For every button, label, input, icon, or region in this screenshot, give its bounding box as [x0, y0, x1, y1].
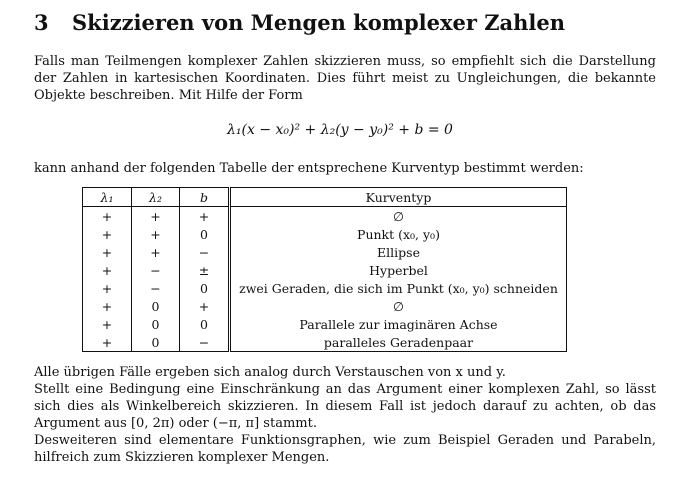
cell-lambda2: 0 — [132, 297, 180, 315]
closing-line-argument: Stellt eine Bedingung eine Einschränkung an das Argument einer komplexen Zahl, so lässt sich dies als Winkelbereich skizzieren. In diesem Fall ist jedoch darauf zu achten, ob das Argument aus [0, 2π) oder (−π, π] stammt. — [34, 382, 656, 431]
cell-kurventyp: ∅ — [230, 207, 567, 226]
cell-lambda1: + — [83, 225, 132, 243]
table-row — [83, 315, 567, 333]
cell-kurventyp: paralleles Geradenpaar — [230, 333, 567, 352]
cell-lambda2: − — [132, 261, 180, 279]
cell-lambda1: + — [83, 333, 132, 352]
cell-b: 0 — [180, 279, 230, 297]
table-row — [83, 279, 567, 297]
table-row — [83, 207, 567, 226]
section-heading — [34, 10, 565, 35]
cell-lambda1: + — [83, 207, 132, 226]
closing-line-graphs: Desweiteren sind elementare Funktionsgraphen, wie zum Beispiel Geraden und Parabeln, hilfreich zum Skizzieren komplexer Mengen. — [34, 433, 656, 465]
cell-lambda1: + — [83, 279, 132, 297]
section-title: Skizzieren von Mengen komplexer Zahlen — [72, 10, 566, 35]
cell-kurventyp: Parallele zur imaginären Achse — [230, 315, 567, 333]
header-kurventyp: Kurventyp — [230, 188, 567, 207]
cell-kurventyp: Hyperbel — [230, 261, 567, 279]
cell-lambda1: + — [83, 261, 132, 279]
intro-paragraph: Falls man Teilmengen komplexer Zahlen skizzieren muss, so empfiehlt sich die Darstellung der Zahlen in kartesischen Koordinaten. Dies führt meist zu Ungleichungen, die bekannte Objekte beschreiben. Mit Hilfe der Form — [34, 54, 656, 103]
table-header-row — [83, 188, 567, 207]
curve-type-table — [82, 187, 567, 352]
table-row — [83, 225, 567, 243]
cell-b: + — [180, 207, 230, 226]
cell-b: ± — [180, 261, 230, 279]
cell-b: + — [180, 297, 230, 315]
cell-lambda1: + — [83, 243, 132, 261]
cell-kurventyp: zwei Geraden, die sich im Punkt (x₀, y₀) schneiden — [230, 279, 567, 297]
cell-b: − — [180, 243, 230, 261]
quadratic-form-formula: λ₁(x − x₀)² + λ₂(y − y₀)² + b = 0 — [227, 122, 453, 138]
table-row — [83, 261, 567, 279]
cell-kurventyp: Punkt (x₀, y₀) — [230, 225, 567, 243]
cell-lambda2: + — [132, 207, 180, 226]
cell-kurventyp: ∅ — [230, 297, 567, 315]
cell-lambda2: 0 — [132, 315, 180, 333]
table-row — [83, 333, 567, 352]
table-row — [83, 243, 567, 261]
cell-kurventyp: Ellipse — [230, 243, 567, 261]
cell-lambda2: − — [132, 279, 180, 297]
cell-lambda2: 0 — [132, 333, 180, 352]
cell-b: 0 — [180, 315, 230, 333]
table-intro-paragraph: kann anhand der folgenden Tabelle der entsprechene Kurventyp bestimmt werden: — [34, 161, 584, 176]
header-lambda1: λ₁ — [83, 188, 132, 207]
cell-lambda1: + — [83, 315, 132, 333]
table-row — [83, 297, 567, 315]
closing-paragraph — [34, 364, 656, 466]
cell-b: − — [180, 333, 230, 352]
cell-lambda1: + — [83, 297, 132, 315]
section-number: 3 — [34, 10, 49, 35]
cell-lambda2: + — [132, 225, 180, 243]
cell-lambda2: + — [132, 243, 180, 261]
cell-b: 0 — [180, 225, 230, 243]
closing-line-swap: Alle übrigen Fälle ergeben sich analog durch Verstauschen von x und y. — [34, 365, 506, 380]
header-lambda2: λ₂ — [132, 188, 180, 207]
header-b: b — [180, 188, 230, 207]
